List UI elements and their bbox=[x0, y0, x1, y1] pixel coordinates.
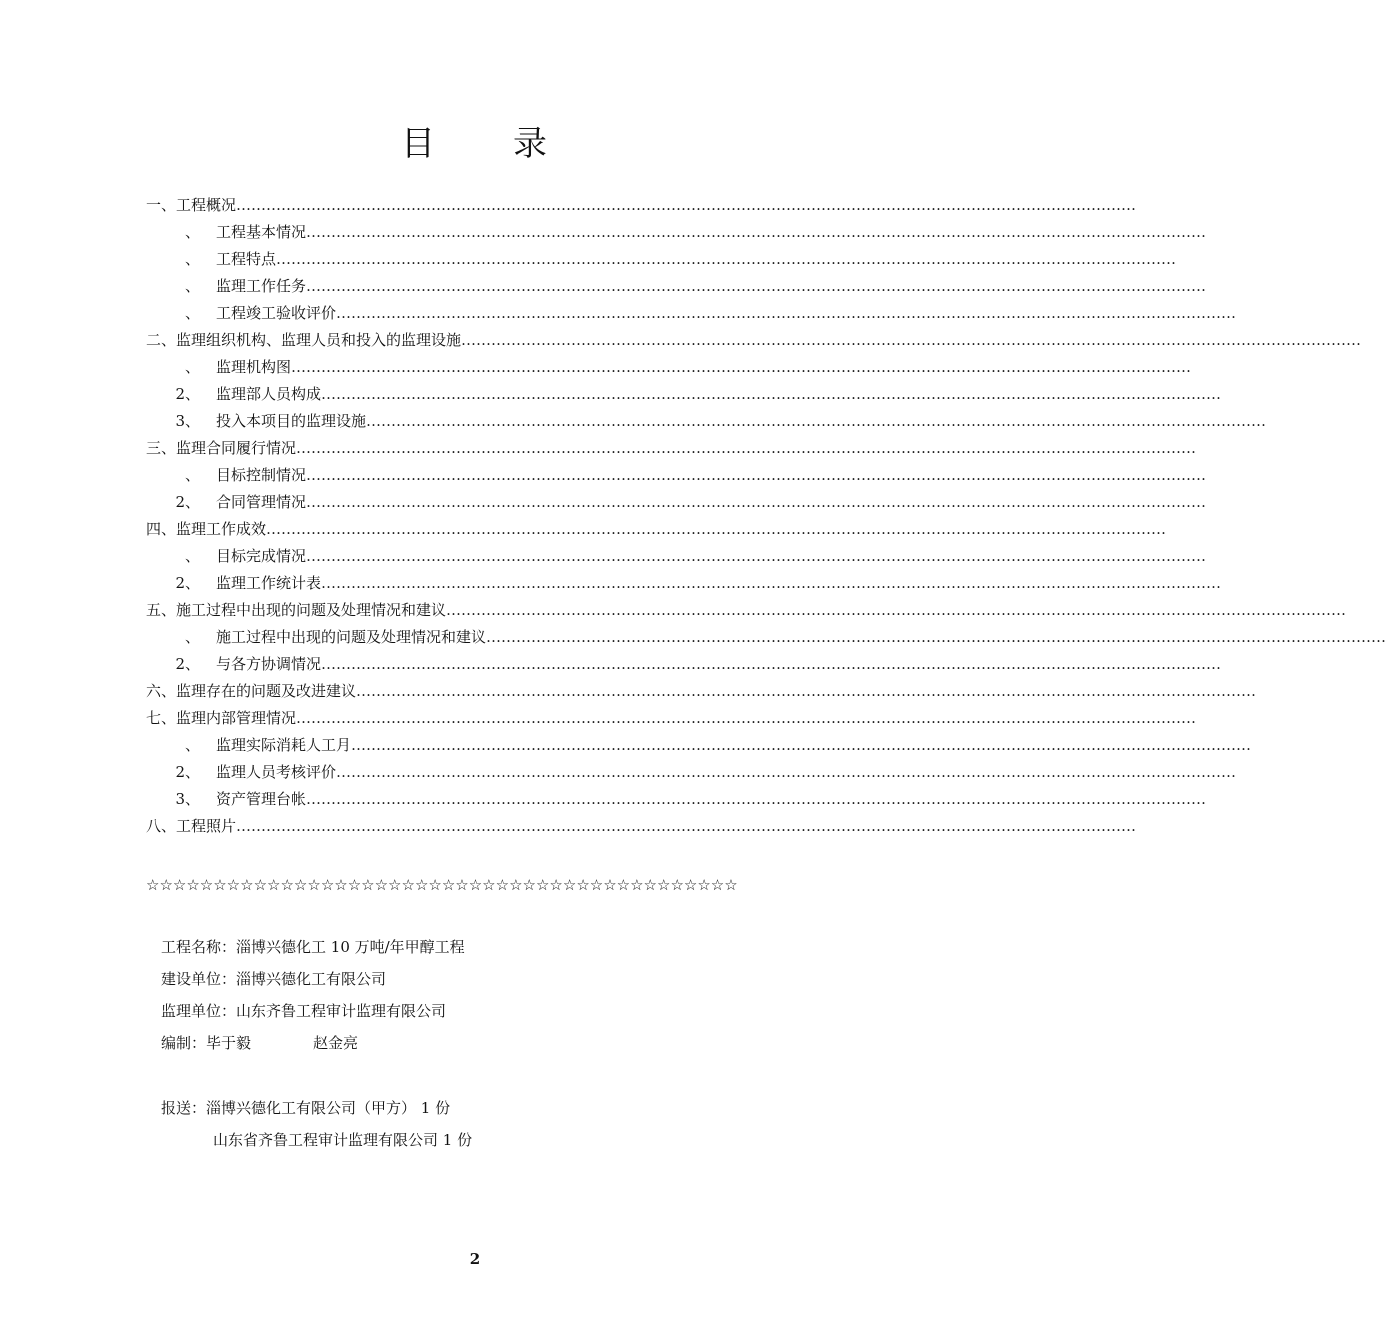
toc-leader-dots: ……………………………………………………………………………………………………………………………………………………………… bbox=[366, 412, 1267, 430]
toc-entry-number: 、 bbox=[184, 277, 200, 295]
toc-leader-dots: ……………………………………………………………………………………………………………………………………………………………… bbox=[296, 439, 1197, 457]
toc-entry bbox=[146, 489, 1207, 516]
page-title bbox=[0, 116, 950, 165]
toc-entry-number: 、 bbox=[184, 628, 200, 646]
toc-entry-label: 投入本项目的监理设施 bbox=[216, 412, 367, 430]
toc-entry bbox=[146, 543, 1207, 570]
toc-entry bbox=[146, 300, 1237, 327]
toc-entry-label: 合同管理情况 bbox=[216, 493, 307, 511]
toc-leader-dots: ……………………………………………………………………………………………………………………………………………………………… bbox=[321, 385, 1222, 403]
toc-entry-number: 2、 bbox=[175, 385, 200, 403]
toc-leader-dots: ……………………………………………………………………………………………………………………………………………………………… bbox=[276, 250, 1177, 268]
toc-leader-dots: ……………………………………………………………………………………………………………………………………………………………… bbox=[486, 628, 1386, 646]
construction-unit: 建设单位：淄博兴德化工有限公司 bbox=[161, 970, 387, 988]
toc-entry bbox=[146, 651, 1222, 678]
compiled-by-second: 赵金亮 bbox=[313, 1034, 359, 1052]
toc-leader-dots: ……………………………………………………………………………………………………………………………………………………………… bbox=[461, 331, 1362, 349]
toc-entry-label: 监理存在的问题及改进建议 bbox=[176, 682, 357, 700]
toc-entry-number: 三、 bbox=[146, 439, 177, 457]
toc-entry-label: 目标完成情况 bbox=[216, 547, 307, 565]
toc-entry-label: 工程照片 bbox=[176, 817, 237, 835]
toc-entry-label: 监理组织机构、监理人员和投入的监理设施 bbox=[176, 331, 462, 349]
toc-entry-label: 工程竣工验收评价 bbox=[216, 304, 337, 322]
toc-entry-label: 监理部人员构成 bbox=[216, 385, 322, 403]
toc-leader-dots: ……………………………………………………………………………………………………………………………………………………………… bbox=[351, 736, 1252, 754]
toc-entry-number: 六、 bbox=[146, 682, 177, 700]
toc-leader-dots: ……………………………………………………………………………………………………………………………………………………………… bbox=[296, 709, 1197, 727]
toc-entry-number: 、 bbox=[184, 466, 200, 484]
toc-leader-dots: ……………………………………………………………………………………………………………………………………………………………… bbox=[356, 682, 1257, 700]
toc-entry-number: 四、 bbox=[146, 520, 177, 538]
toc-entry bbox=[146, 246, 1177, 273]
toc-leader-dots: ……………………………………………………………………………………………………………………………………………………………… bbox=[306, 790, 1207, 808]
toc-leader-dots: ……………………………………………………………………………………………………………………………………………………………… bbox=[306, 547, 1207, 565]
toc-entry-number: 五、 bbox=[146, 601, 177, 619]
toc-entry-number: 、 bbox=[184, 223, 200, 241]
toc-entry-label: 监理实际消耗人工月 bbox=[216, 736, 352, 754]
toc-leader-dots: ……………………………………………………………………………………………………………………………………………………………… bbox=[306, 493, 1207, 511]
toc-entry-label: 监理工作成效 bbox=[176, 520, 267, 538]
star-divider: ☆☆☆☆☆☆☆☆☆☆☆☆☆☆☆☆☆☆☆☆☆☆☆☆☆☆☆☆☆☆☆☆☆☆☆☆☆☆☆☆☆☆☆☆ bbox=[146, 876, 738, 894]
toc-entry-number: 、 bbox=[184, 250, 200, 268]
toc-entry-label: 监理机构图 bbox=[216, 358, 292, 376]
toc-entry-label: 监理工作任务 bbox=[216, 277, 307, 295]
toc-leader-dots: ……………………………………………………………………………………………………………………………………………………………… bbox=[446, 601, 1347, 619]
toc-entry-number: 、 bbox=[184, 736, 200, 754]
toc-leader-dots: ……………………………………………………………………………………………………………………………………………………………… bbox=[291, 358, 1192, 376]
toc-entry-number: 八、 bbox=[146, 817, 177, 835]
toc-entry-label: 监理人员考核评价 bbox=[216, 763, 337, 781]
toc-leader-dots: ……………………………………………………………………………………………………………………………………………………………… bbox=[321, 655, 1222, 673]
toc-entry bbox=[146, 813, 1137, 840]
toc-entry bbox=[146, 327, 1362, 354]
toc-entry-label: 与各方协调情况 bbox=[216, 655, 322, 673]
toc-leader-dots: ……………………………………………………………………………………………………………………………………………………………… bbox=[336, 763, 1237, 781]
toc-leader-dots: ……………………………………………………………………………………………………………………………………………………………… bbox=[266, 520, 1167, 538]
toc-leader-dots: ……………………………………………………………………………………………………………………………………………………………… bbox=[336, 304, 1237, 322]
toc-entry-number: 、 bbox=[184, 547, 200, 565]
toc-entry-number: 3、 bbox=[175, 790, 200, 808]
toc-leader-dots: ……………………………………………………………………………………………………………………………………………………………… bbox=[306, 466, 1207, 484]
toc-leader-dots: ……………………………………………………………………………………………………………………………………………………………… bbox=[236, 196, 1137, 214]
toc-entry bbox=[146, 462, 1207, 489]
toc-entry bbox=[146, 408, 1267, 435]
toc-entry-label: 资产管理台帐 bbox=[216, 790, 307, 808]
toc-entry-number: 2、 bbox=[175, 655, 200, 673]
toc-leader-dots: ……………………………………………………………………………………………………………………………………………………………… bbox=[321, 574, 1222, 592]
toc-entry-number: 3、 bbox=[175, 412, 200, 430]
toc-entry-label: 施工过程中出现的问题及处理情况和建议 bbox=[176, 601, 447, 619]
toc-entry-label: 目标控制情况 bbox=[216, 466, 307, 484]
toc-entry bbox=[146, 624, 1386, 651]
toc-entry-label: 监理内部管理情况 bbox=[176, 709, 297, 727]
toc-entry bbox=[146, 516, 1167, 543]
toc-entry bbox=[146, 597, 1347, 624]
toc-entry bbox=[146, 354, 1192, 381]
toc-entry bbox=[146, 219, 1207, 246]
toc-entry bbox=[146, 732, 1252, 759]
toc-entry bbox=[146, 192, 1137, 219]
toc-entry bbox=[146, 381, 1222, 408]
toc-entry-number: 2、 bbox=[175, 763, 200, 781]
toc-leader-dots: ……………………………………………………………………………………………………………………………………………………………… bbox=[306, 277, 1207, 295]
supervision-unit: 监理单位：山东齐鲁工程审计监理有限公司 bbox=[161, 1002, 447, 1020]
table-of-contents bbox=[146, 192, 1386, 840]
submit-to: 报送：淄博兴德化工有限公司（甲方） 1 份 bbox=[161, 1099, 451, 1117]
toc-entry-number: 、 bbox=[184, 358, 200, 376]
submit-to-second: 山东省齐鲁工程审计监理有限公司 1 份 bbox=[213, 1131, 473, 1149]
toc-entry-number: 、 bbox=[184, 304, 200, 322]
project-name: 工程名称：淄博兴德化工 10 万吨/年甲醇工程 bbox=[161, 938, 465, 956]
compiled-by: 编制：毕于毅 bbox=[161, 1034, 252, 1052]
toc-entry-number: 一、 bbox=[146, 196, 177, 214]
toc-entry-label: 工程特点 bbox=[216, 250, 277, 268]
toc-entry-label: 监理合同履行情况 bbox=[176, 439, 297, 457]
toc-leader-dots: ……………………………………………………………………………………………………………………………………………………………… bbox=[306, 223, 1207, 241]
toc-entry-label: 施工过程中出现的问题及处理情况和建议 bbox=[216, 628, 487, 646]
toc-entry-label: 工程概况 bbox=[176, 196, 237, 214]
toc-leader-dots: ……………………………………………………………………………………………………………………………………………………………… bbox=[236, 817, 1137, 835]
toc-entry-number: 2、 bbox=[175, 574, 200, 592]
toc-entry bbox=[146, 435, 1197, 462]
page-number: 2 bbox=[469, 1250, 481, 1268]
toc-entry bbox=[146, 705, 1197, 732]
toc-entry-label: 工程基本情况 bbox=[216, 223, 307, 241]
toc-entry-label: 监理工作统计表 bbox=[216, 574, 322, 592]
toc-entry bbox=[146, 678, 1257, 705]
toc-entry bbox=[146, 759, 1237, 786]
toc-entry-number: 二、 bbox=[146, 331, 177, 349]
title-char-1: 目 bbox=[401, 124, 437, 164]
toc-entry bbox=[146, 570, 1222, 597]
toc-entry bbox=[146, 273, 1207, 300]
title-char-2: 录 bbox=[513, 124, 549, 164]
toc-entry-number: 2、 bbox=[175, 493, 200, 511]
toc-entry-number: 七、 bbox=[146, 709, 177, 727]
toc-entry bbox=[146, 786, 1207, 813]
